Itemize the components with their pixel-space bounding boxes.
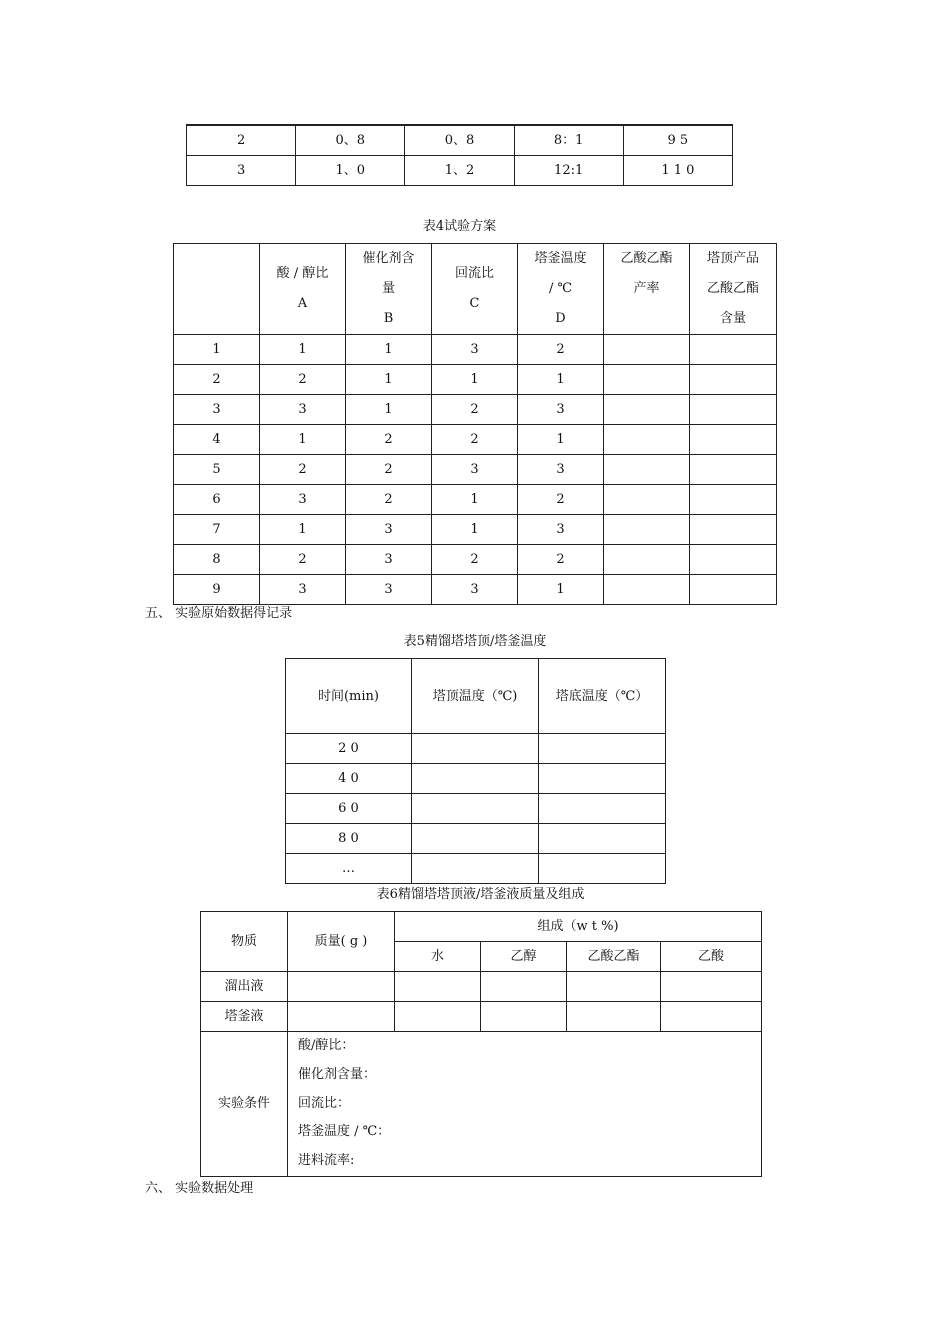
table-cell — [690, 365, 777, 395]
header-cell-substance: 物质 — [201, 912, 288, 972]
table-cell: 2 — [187, 126, 296, 156]
table-cell: 1 — [432, 515, 518, 545]
row-label-conditions: 实验条件 — [201, 1032, 288, 1177]
header-cell-top-product — [690, 244, 777, 335]
table6 — [200, 911, 762, 1177]
table-cell: 4 0 — [286, 764, 412, 794]
table-cell: 5 — [174, 455, 260, 485]
header-cell-kettle-temp — [518, 244, 604, 335]
table-row — [286, 794, 666, 824]
section5-heading: 五、 实验原始数据得记录 — [145, 606, 293, 621]
header-cell-ethyl-acetate: 乙酸乙酯 — [567, 942, 661, 972]
table-cell: 0、8 — [296, 126, 405, 156]
table-cell: 3 — [432, 575, 518, 605]
table-cell — [539, 764, 666, 794]
table-cell — [690, 395, 777, 425]
table-row — [286, 764, 666, 794]
table-cell: 3 — [518, 395, 604, 425]
table-cell: 1 — [260, 515, 346, 545]
table-cell — [567, 1002, 661, 1032]
table-cell: 3 — [346, 545, 432, 575]
table-row — [174, 515, 777, 545]
table-cell: 3 — [260, 575, 346, 605]
table-cell: 7 — [174, 515, 260, 545]
header-line: / ℃ — [548, 281, 573, 296]
table-cell — [604, 485, 690, 515]
table4 — [173, 243, 777, 605]
table-cell — [395, 972, 481, 1002]
table-cell: 2 0 — [286, 734, 412, 764]
table-cell — [604, 575, 690, 605]
header-line: 酸 / 醇比 — [276, 266, 329, 281]
table-cell: 3 — [432, 335, 518, 365]
table-cell — [604, 515, 690, 545]
table-cell: 1 — [260, 425, 346, 455]
table-cell — [690, 485, 777, 515]
table-cell: 3 — [518, 455, 604, 485]
table-row — [286, 854, 666, 884]
table-header-row — [201, 912, 762, 942]
table-cell: 2 — [260, 365, 346, 395]
table-row — [286, 734, 666, 764]
condition-kettle-temp: 塔釜温度 / ℃： — [298, 1124, 391, 1140]
table-cell — [412, 854, 539, 884]
header-line: C — [469, 296, 480, 311]
table-cell: 2 — [346, 485, 432, 515]
table-cell: 3 — [518, 515, 604, 545]
table-cell: 1 — [260, 335, 346, 365]
table-row — [174, 395, 777, 425]
header-line: 塔釜温度 — [534, 251, 587, 266]
header-line: D — [555, 311, 566, 326]
table-row — [174, 425, 777, 455]
table4-caption: 表4试验方案 — [422, 219, 497, 234]
header-cell-empty — [174, 244, 260, 335]
table-header-row — [174, 244, 777, 335]
table-cell: 2 — [174, 365, 260, 395]
table5-caption: 表5精馏塔塔顶/塔釜温度 — [403, 634, 547, 649]
table-cell: 2 — [518, 485, 604, 515]
table-cell — [661, 1002, 762, 1032]
table-row — [201, 972, 762, 1002]
table-cell: 1 — [518, 365, 604, 395]
table-cell: 1、0 — [296, 156, 405, 186]
table-cell — [412, 734, 539, 764]
table-cell: 3 — [260, 485, 346, 515]
header-cell-water: 水 — [395, 942, 481, 972]
table-row — [187, 126, 733, 156]
table-cell: 1 — [174, 335, 260, 365]
table-cell: 12:1 — [514, 156, 623, 186]
header-cell-yield — [604, 244, 690, 335]
table-row — [201, 1032, 762, 1177]
table6-caption: 表6精馏塔塔顶液/塔釜液质量及组成 — [376, 887, 585, 902]
row-label-kettle-liquid: 塔釜液 — [201, 1002, 288, 1032]
table5-body — [286, 734, 666, 884]
table-cell: 6 0 — [286, 794, 412, 824]
table-cell — [661, 972, 762, 1002]
table-cell: 3 — [260, 395, 346, 425]
table-cell: 8 — [174, 545, 260, 575]
table-cell: 1 — [518, 575, 604, 605]
table-cell — [690, 575, 777, 605]
table-cell — [412, 824, 539, 854]
table-cell — [604, 545, 690, 575]
header-line: 乙酸乙酯 — [620, 251, 673, 266]
table-cell — [604, 395, 690, 425]
header-line: 催化剂含 — [362, 251, 415, 266]
table-cell: 2 — [432, 425, 518, 455]
table-cell: 2 — [432, 545, 518, 575]
table3 — [186, 124, 733, 186]
table4-body — [174, 335, 777, 605]
table-cell — [690, 425, 777, 455]
table-cell: 2 — [346, 425, 432, 455]
table-cell — [481, 1002, 567, 1032]
header-line: 含量 — [719, 311, 746, 326]
table-cell: 1 — [518, 425, 604, 455]
section6-heading: 六、 实验数据处理 — [145, 1181, 254, 1196]
table-cell: 1 — [432, 365, 518, 395]
row-label-distillate: 溜出液 — [201, 972, 288, 1002]
table-cell — [539, 824, 666, 854]
table-cell — [604, 455, 690, 485]
table-row — [174, 575, 777, 605]
condition-reflux-ratio: 回流比： — [298, 1095, 351, 1111]
conditions-cell — [288, 1032, 762, 1177]
table-row — [286, 824, 666, 854]
table-row — [174, 455, 777, 485]
table-cell: 1 1 0 — [623, 156, 732, 186]
header-line: 塔顶产品 — [706, 251, 759, 266]
table-cell — [690, 455, 777, 485]
table-cell: 1、2 — [405, 156, 514, 186]
table-cell — [288, 972, 395, 1002]
table-cell: 1 — [346, 395, 432, 425]
table-cell — [539, 794, 666, 824]
condition-catalyst: 催化剂含量： — [298, 1066, 377, 1082]
header-cell-ethanol: 乙醇 — [481, 942, 567, 972]
table-cell: 2 — [260, 455, 346, 485]
header-line: B — [383, 311, 394, 326]
table-row — [201, 1002, 762, 1032]
header-cell-top-temp: 塔顶温度（℃) — [412, 659, 539, 734]
table-cell — [412, 794, 539, 824]
header-cell-reflux-ratio — [432, 244, 518, 335]
header-cell-bottom-temp: 塔底温度（℃） — [539, 659, 666, 734]
table-row — [174, 485, 777, 515]
table-cell: 2 — [518, 335, 604, 365]
table-cell: 9 5 — [623, 126, 732, 156]
table-cell — [690, 335, 777, 365]
table-row — [187, 156, 733, 186]
table-cell: 3 — [346, 575, 432, 605]
table-cell: 1 — [346, 365, 432, 395]
table-cell — [690, 515, 777, 545]
header-cell-time: 时间(min) — [286, 659, 412, 734]
table-cell — [539, 854, 666, 884]
table-cell: 1 — [432, 485, 518, 515]
table-cell: 4 — [174, 425, 260, 455]
table-cell — [288, 1002, 395, 1032]
table-cell: 3 — [187, 156, 296, 186]
table-cell: 1 — [346, 335, 432, 365]
header-cell-mass: 质量( g ) — [288, 912, 395, 972]
table-cell: 2 — [518, 545, 604, 575]
table-cell: 2 — [260, 545, 346, 575]
header-cell-acid-alcohol-ratio — [260, 244, 346, 335]
table-cell: 2 — [432, 395, 518, 425]
table-cell: 2 — [346, 455, 432, 485]
header-line: A — [297, 296, 308, 311]
condition-acid-alcohol-ratio: 酸/醇比： — [298, 1038, 355, 1053]
table-cell: 8：1 — [514, 126, 623, 156]
table-cell: … — [286, 854, 412, 884]
table-cell — [481, 972, 567, 1002]
table-cell: 3 — [432, 455, 518, 485]
header-line: 产率 — [633, 281, 660, 296]
table-cell — [567, 972, 661, 1002]
table-cell — [412, 764, 539, 794]
header-line: 回流比 — [454, 266, 494, 281]
header-line: 量 — [381, 281, 395, 296]
header-cell-catalyst — [346, 244, 432, 335]
table-cell: 9 — [174, 575, 260, 605]
table5 — [285, 658, 666, 884]
table-cell: 3 — [346, 515, 432, 545]
table-header-row — [286, 659, 666, 734]
table-cell — [395, 1002, 481, 1032]
table-row — [174, 545, 777, 575]
condition-feed-rate: 进料流率: — [298, 1153, 355, 1169]
table-cell — [604, 335, 690, 365]
table-cell: 6 — [174, 485, 260, 515]
table-row — [174, 335, 777, 365]
table-cell — [539, 734, 666, 764]
table-cell — [604, 365, 690, 395]
table-cell — [690, 545, 777, 575]
table-row — [174, 365, 777, 395]
table-cell — [604, 425, 690, 455]
header-cell-acetic-acid: 乙酸 — [661, 942, 762, 972]
table-cell: 8 0 — [286, 824, 412, 854]
header-line: 乙酸乙酯 — [706, 281, 759, 296]
table-cell: 0、8 — [405, 126, 514, 156]
header-cell-composition: 组成（w t %) — [395, 912, 762, 942]
table-cell: 3 — [174, 395, 260, 425]
